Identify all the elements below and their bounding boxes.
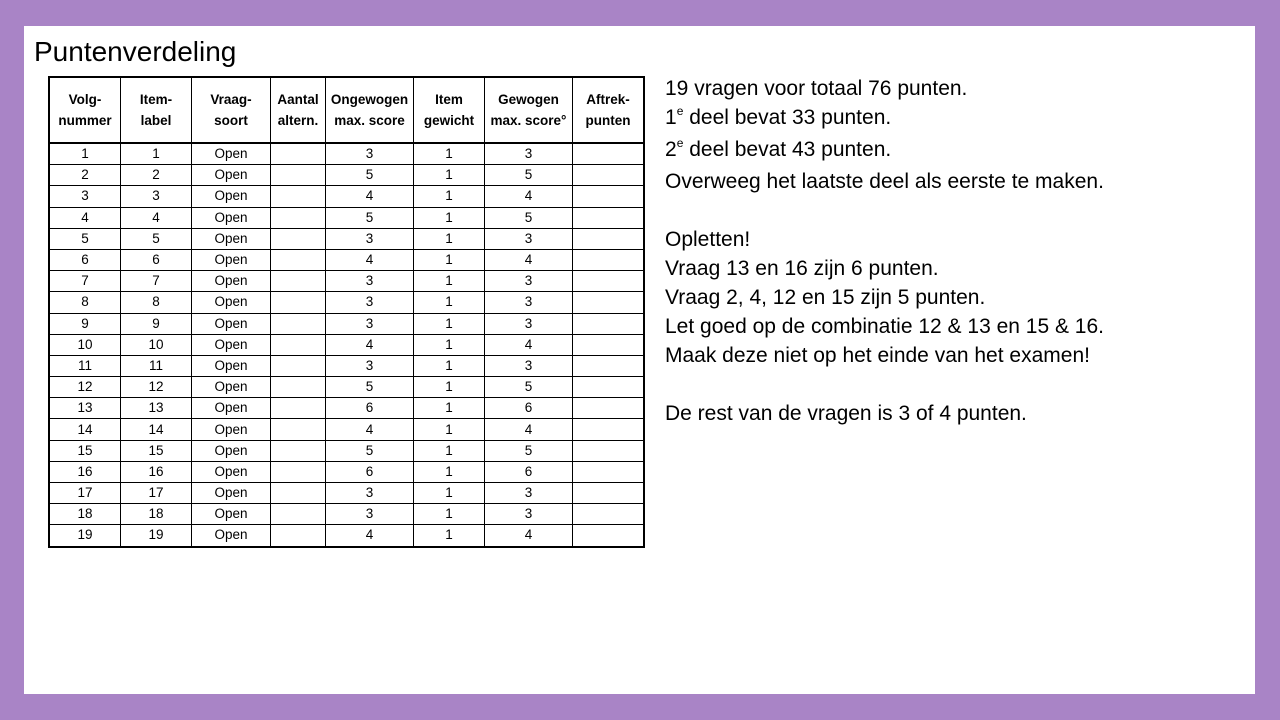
table-cell: 15 <box>121 440 192 461</box>
notes-line-total: 19 vragen voor totaal 76 punten. <box>665 77 968 100</box>
table-cell: 12 <box>121 377 192 398</box>
table-cell: 4 <box>326 525 414 547</box>
notes-line-warning: Maak deze niet op het einde van het examen! <box>665 344 1090 367</box>
table-cell: 18 <box>49 504 121 525</box>
table-cell <box>573 419 645 440</box>
header-volgnummer: Volg- nummer <box>49 77 121 143</box>
table-cell: 15 <box>49 440 121 461</box>
table-cell: 10 <box>121 334 192 355</box>
table-cell: 5 <box>326 165 414 186</box>
table-cell: 1 <box>414 419 485 440</box>
table-cell: 3 <box>326 504 414 525</box>
notes-rest <box>665 399 1104 428</box>
table-cell <box>271 419 326 440</box>
table-cell: 10 <box>49 334 121 355</box>
table-row <box>49 313 644 334</box>
table-cell: Open <box>192 334 271 355</box>
table-cell: 4 <box>326 186 414 207</box>
notes-line-part2: 2e deel bevat 43 punten. <box>665 136 892 161</box>
table-cell: 4 <box>326 334 414 355</box>
table-cell: 16 <box>49 461 121 482</box>
table-row <box>49 292 644 313</box>
table-cell: Open <box>192 143 271 165</box>
table-cell: 1 <box>414 377 485 398</box>
table-cell: 17 <box>49 483 121 504</box>
table-cell: 7 <box>121 271 192 292</box>
table-cell <box>271 143 326 165</box>
table-row <box>49 228 644 249</box>
table-cell <box>271 249 326 270</box>
table-cell: 19 <box>121 525 192 547</box>
notes-line-6-points: Vraag 13 en 16 zijn 6 punten. <box>665 257 939 280</box>
table-cell: 4 <box>121 207 192 228</box>
table-cell <box>271 334 326 355</box>
table-cell: Open <box>192 419 271 440</box>
table-cell <box>573 504 645 525</box>
notes-line-advice: Overweeg het laatste deel als eerste te maken. <box>665 170 1104 193</box>
table-cell: Open <box>192 461 271 482</box>
table-cell <box>573 483 645 504</box>
table-cell: Open <box>192 504 271 525</box>
table-cell: 5 <box>121 228 192 249</box>
table-cell: 1 <box>414 207 485 228</box>
table-cell: 18 <box>121 504 192 525</box>
table-cell: 3 <box>49 186 121 207</box>
table-row <box>49 355 644 376</box>
table-cell: 2 <box>49 165 121 186</box>
table-cell: Open <box>192 355 271 376</box>
table-cell: 9 <box>121 313 192 334</box>
table-cell: 3 <box>326 228 414 249</box>
table-cell: Open <box>192 483 271 504</box>
table-cell: 4 <box>485 525 573 547</box>
table-row <box>49 165 644 186</box>
table-row <box>49 440 644 461</box>
table-cell <box>271 504 326 525</box>
table-cell: 1 <box>414 440 485 461</box>
table-cell: 6 <box>326 398 414 419</box>
table-cell: 1 <box>414 143 485 165</box>
table-cell <box>573 398 645 419</box>
slide-title: Puntenverdeling <box>34 36 237 67</box>
notes-attention <box>665 225 1104 370</box>
table-cell <box>271 165 326 186</box>
table-cell: 5 <box>49 228 121 249</box>
table-cell: 5 <box>485 440 573 461</box>
table-cell: 1 <box>414 165 485 186</box>
table-cell: 3 <box>326 483 414 504</box>
table-cell: 5 <box>326 440 414 461</box>
table-cell: 3 <box>326 271 414 292</box>
table-cell: 3 <box>326 355 414 376</box>
table-row <box>49 525 644 547</box>
table-cell: 1 <box>121 143 192 165</box>
table-cell: 6 <box>49 249 121 270</box>
table-cell: 14 <box>121 419 192 440</box>
table-cell: Open <box>192 525 271 547</box>
table-cell: 5 <box>485 377 573 398</box>
table-cell: 1 <box>414 355 485 376</box>
table-cell <box>271 398 326 419</box>
table-row <box>49 207 644 228</box>
table-cell: 19 <box>49 525 121 547</box>
table-cell: 11 <box>49 355 121 376</box>
notes-line-opletten: Opletten! <box>665 228 751 251</box>
table-cell: 4 <box>326 419 414 440</box>
table-cell: 6 <box>121 249 192 270</box>
table-cell <box>573 186 645 207</box>
table-cell: 1 <box>414 228 485 249</box>
table-cell <box>271 271 326 292</box>
table-cell: Open <box>192 249 271 270</box>
table-cell: Open <box>192 292 271 313</box>
notes-line-rest: De rest van de vragen is 3 of 4 punten. <box>665 402 1027 425</box>
table-cell: 11 <box>121 355 192 376</box>
table-cell: 1 <box>414 313 485 334</box>
table-cell: 6 <box>485 461 573 482</box>
table-cell: 1 <box>49 143 121 165</box>
table-cell: Open <box>192 398 271 419</box>
table-cell: 3 <box>485 483 573 504</box>
table-cell: 6 <box>326 461 414 482</box>
table-cell: 1 <box>414 504 485 525</box>
table-cell: 5 <box>326 377 414 398</box>
table-cell: 3 <box>485 271 573 292</box>
header-gewogen-max-score: Gewogen max. score° <box>485 77 573 143</box>
table-cell <box>271 313 326 334</box>
table-cell: 8 <box>121 292 192 313</box>
table-cell: 4 <box>485 334 573 355</box>
table-cell: Open <box>192 440 271 461</box>
table-cell: 2 <box>121 165 192 186</box>
table-cell: 7 <box>49 271 121 292</box>
table-cell: Open <box>192 207 271 228</box>
table-cell: Open <box>192 228 271 249</box>
header-vraagsoort: Vraag- soort <box>192 77 271 143</box>
table-cell <box>271 440 326 461</box>
score-table <box>48 76 645 548</box>
table-cell <box>573 313 645 334</box>
table-cell: 3 <box>485 228 573 249</box>
table-cell: 17 <box>121 483 192 504</box>
table-row <box>49 249 644 270</box>
table-cell <box>573 207 645 228</box>
table-cell <box>573 271 645 292</box>
table-cell: 5 <box>326 207 414 228</box>
table-cell <box>573 228 645 249</box>
table-cell: 3 <box>485 313 573 334</box>
table-cell: 3 <box>485 292 573 313</box>
table-cell: 1 <box>414 292 485 313</box>
table-cell: 14 <box>49 419 121 440</box>
table-cell: 5 <box>485 165 573 186</box>
table-cell: 3 <box>485 355 573 376</box>
header-itemlabel: Item- label <box>121 77 192 143</box>
table-cell: 3 <box>485 504 573 525</box>
table-cell: 3 <box>485 143 573 165</box>
table-cell: 13 <box>49 398 121 419</box>
table-cell: Open <box>192 313 271 334</box>
header-aantal-altern: Aantal altern. <box>271 77 326 143</box>
table-header-row <box>49 77 644 143</box>
table-cell: Open <box>192 271 271 292</box>
table-cell <box>271 377 326 398</box>
notes-line-5-points: Vraag 2, 4, 12 en 15 zijn 5 punten. <box>665 286 986 309</box>
table-cell <box>573 355 645 376</box>
table-cell: Open <box>192 186 271 207</box>
table-cell: 12 <box>49 377 121 398</box>
table-cell <box>573 461 645 482</box>
table-cell <box>271 186 326 207</box>
table-cell <box>271 228 326 249</box>
table-cell: 1 <box>414 525 485 547</box>
notes-panel <box>665 74 1104 428</box>
header-ongewogen-max-score: Ongewogen max. score <box>326 77 414 143</box>
table-cell: 4 <box>326 249 414 270</box>
table-cell: 3 <box>326 292 414 313</box>
table-cell: 4 <box>485 419 573 440</box>
table-cell <box>271 483 326 504</box>
table-row <box>49 186 644 207</box>
table-cell: 9 <box>49 313 121 334</box>
table-row <box>49 271 644 292</box>
table-body <box>49 143 644 547</box>
table-cell: Open <box>192 165 271 186</box>
table-cell: 8 <box>49 292 121 313</box>
table-cell <box>573 334 645 355</box>
table-cell <box>573 165 645 186</box>
table-cell: 4 <box>49 207 121 228</box>
table-cell: 3 <box>326 313 414 334</box>
table-cell <box>573 377 645 398</box>
table-cell: 1 <box>414 483 485 504</box>
header-item-gewicht: Item gewicht <box>414 77 485 143</box>
header-aftrekpunten: Aftrek- punten <box>573 77 645 143</box>
table-row <box>49 398 644 419</box>
table-cell: 5 <box>485 207 573 228</box>
table-cell: 6 <box>485 398 573 419</box>
table-cell <box>271 525 326 547</box>
table-cell: Open <box>192 377 271 398</box>
table-cell <box>573 292 645 313</box>
table-row <box>49 461 644 482</box>
table-cell: 1 <box>414 186 485 207</box>
table-cell <box>271 355 326 376</box>
table-cell <box>573 249 645 270</box>
table-cell <box>271 461 326 482</box>
table-cell: 1 <box>414 334 485 355</box>
table-cell <box>573 143 645 165</box>
table-cell: 16 <box>121 461 192 482</box>
notes-summary <box>665 74 1104 196</box>
table-row <box>49 483 644 504</box>
table-cell: 3 <box>326 143 414 165</box>
table-cell: 1 <box>414 398 485 419</box>
table-cell <box>573 525 645 547</box>
table-cell: 1 <box>414 271 485 292</box>
notes-line-part1: 1e deel bevat 33 punten. <box>665 104 892 129</box>
notes-line-combination: Let goed op de combinatie 12 & 13 en 15 & 16. <box>665 315 1105 338</box>
table-cell <box>271 292 326 313</box>
table-cell: 1 <box>414 249 485 270</box>
table-row <box>49 419 644 440</box>
table-row <box>49 377 644 398</box>
table-cell: 13 <box>121 398 192 419</box>
table-cell <box>573 440 645 461</box>
table-cell: 3 <box>121 186 192 207</box>
table-row <box>49 334 644 355</box>
slide <box>24 26 1255 694</box>
table-cell: 4 <box>485 186 573 207</box>
table-cell <box>271 207 326 228</box>
table-cell: 1 <box>414 461 485 482</box>
table-row <box>49 143 644 165</box>
table-cell: 4 <box>485 249 573 270</box>
table-row <box>49 504 644 525</box>
